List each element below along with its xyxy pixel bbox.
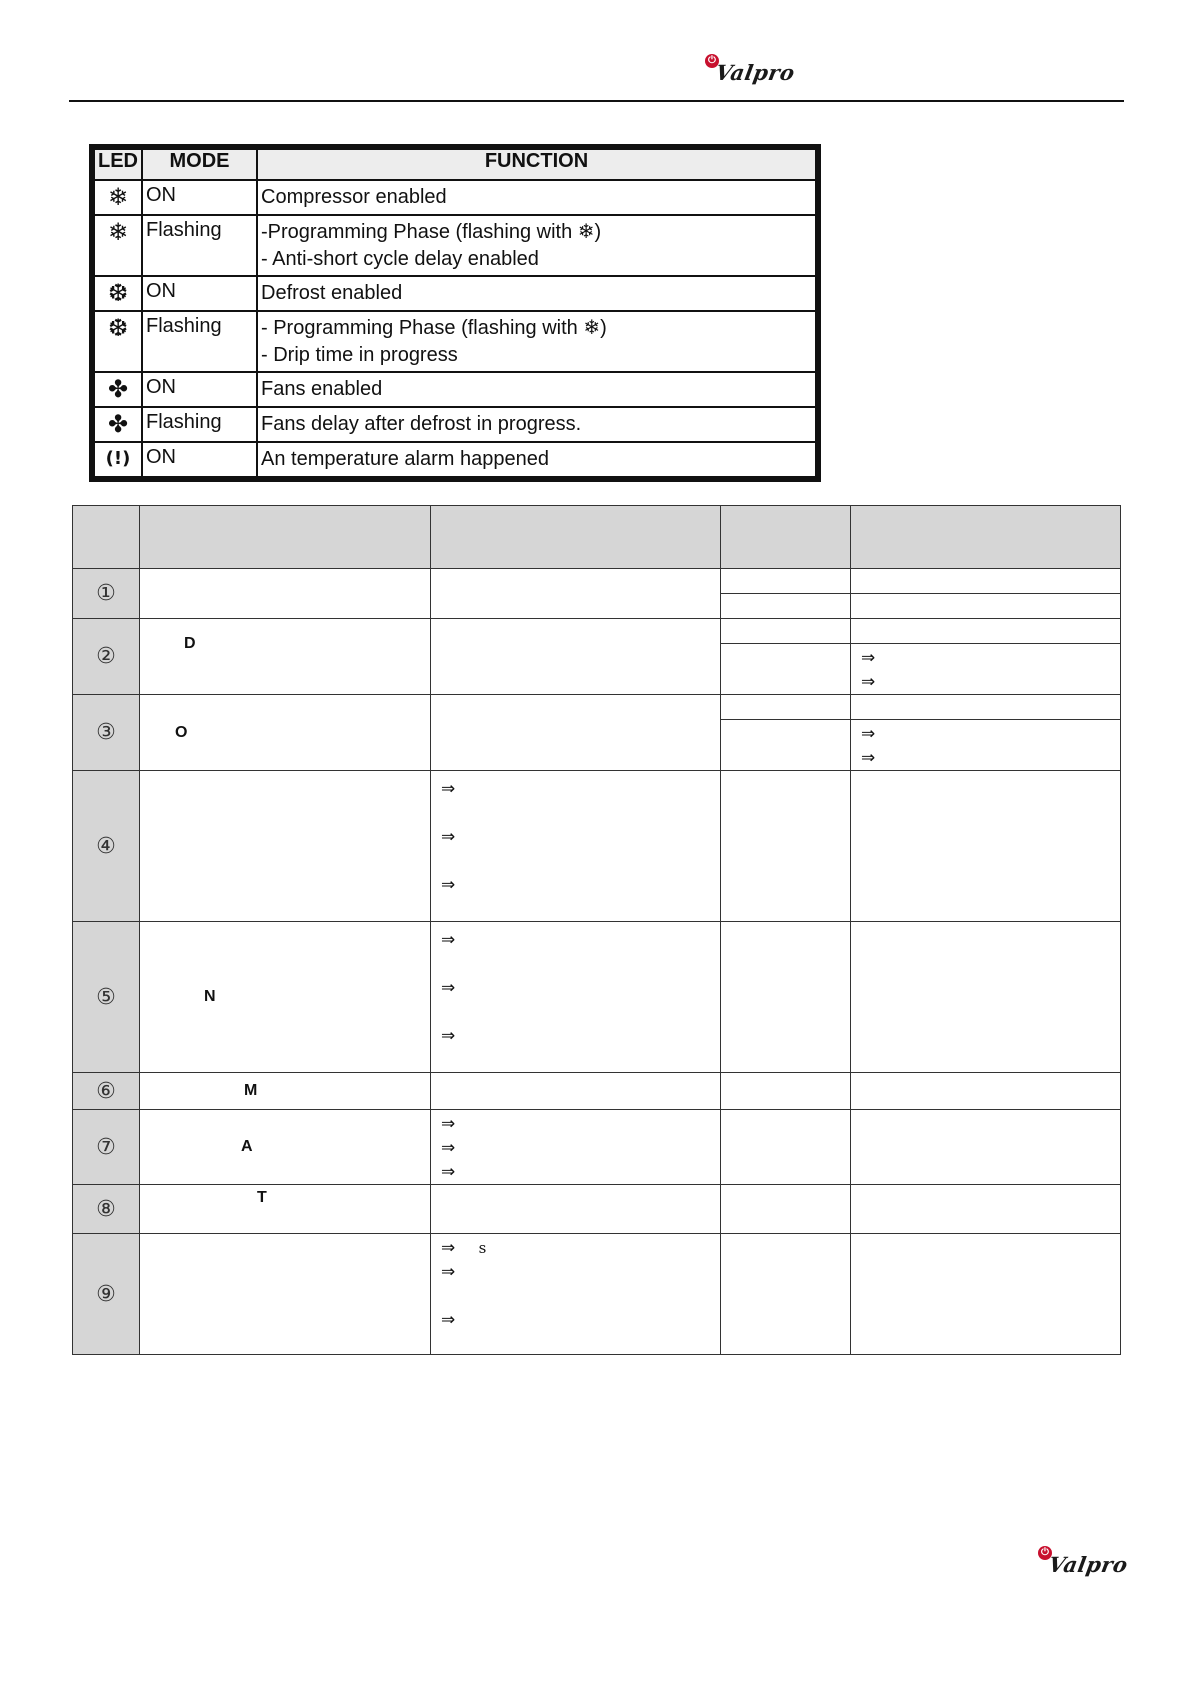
row-note [851,569,1121,594]
row-number: ② [73,619,140,695]
row-value [721,922,851,1073]
row-note [851,771,1121,922]
row-description [431,922,721,1073]
row-note [851,619,1121,644]
function-line: - Drip time in progress [261,344,458,366]
row-note [851,922,1121,1073]
function-line: Compressor enabled [261,186,447,208]
valpro-logo-footer [1038,1546,1128,1577]
arrow-icon: ⇒ [861,648,876,668]
arrow-icon: ⇒ [441,1238,456,1258]
function-line: -Programming Phase (flashing with ❄) [261,221,602,243]
table-row [73,619,1121,644]
row-name [140,1073,431,1110]
led-function [257,442,816,477]
row-value [721,1185,851,1234]
led-mode: Flashing [142,215,257,276]
row-name-label: N [204,988,216,1005]
function-line: Fans delay after defrost in progress. [261,413,582,435]
row-description [431,1073,721,1110]
arrow-icon: ⇒ [441,1162,456,1182]
row-name [140,1234,431,1355]
row-note [851,1073,1121,1110]
row-description [431,1110,721,1185]
row-note [851,1234,1121,1355]
row-name-label: D [184,635,196,652]
arrow-icon: ⇒ [441,1262,456,1282]
table-header-row [73,506,1121,569]
function-line: - Anti-short cycle delay enabled [261,248,539,270]
power-icon: ⏻ [1038,1546,1052,1560]
led-function [257,372,816,407]
row-name [140,569,431,619]
table-row [73,695,1121,720]
led-row [94,276,816,311]
row-number: ⑤ [73,922,140,1073]
row-value [721,771,851,922]
row-value [721,1073,851,1110]
led-mode: Flashing [142,311,257,372]
arrow-icon: ⇒ [861,724,876,744]
row-value [721,569,851,594]
row-name [140,695,431,771]
led-mode: ON [142,180,257,215]
led-function [257,215,816,276]
row-value [721,594,851,619]
header-cell [721,506,851,569]
row-description [431,569,721,619]
table-row [73,771,1121,922]
row-name-label: O [175,723,188,741]
arrow-icon: ⇒ [441,827,456,847]
row-name [140,1110,431,1185]
row-number: ⑦ [73,1110,140,1185]
arrow-icon: ⇒ [441,1026,456,1046]
led-function [257,276,816,311]
arrow-icon: ⇒ [441,978,456,998]
brand-wordmark: Valpro [713,60,797,85]
row-description [431,695,721,771]
row-number: ⑥ [73,1073,140,1110]
row-value [721,1110,851,1185]
row-note [851,695,1121,720]
table-row [73,1110,1121,1185]
row-note [851,644,1121,695]
row-note [851,594,1121,619]
led-mode: ON [142,276,257,311]
row-value [721,644,851,695]
row-number: ⑧ [73,1185,140,1234]
desc-fragment: s [478,1239,487,1257]
mode-column-header: MODE [142,149,257,180]
row-value [721,1234,851,1355]
row-description [431,771,721,922]
function-line: - Programming Phase (flashing with ❄) [261,317,607,339]
led-mode: ON [142,372,257,407]
led-row [94,372,816,407]
row-name [140,922,431,1073]
snowflake-icon: ❄ [94,180,142,215]
header-divider [69,100,1124,102]
row-name-label: A [241,1138,253,1155]
row-name [140,619,431,695]
row-name [140,1185,431,1234]
arrow-icon: ⇒ [441,875,456,895]
arrow-icon: ⇒ [441,779,456,799]
header-cell [851,506,1121,569]
led-row [94,442,816,477]
power-icon: ⏻ [705,54,719,68]
arrow-icon: ⇒ [441,1310,456,1330]
row-description [431,619,721,695]
brand-wordmark: Valpro [1046,1552,1130,1577]
led-column-header: LED [94,149,142,180]
function-line: An temperature alarm happened [261,448,549,470]
header-cell [431,506,721,569]
row-number: ③ [73,695,140,771]
led-function [257,311,816,372]
row-number: ⑨ [73,1234,140,1355]
row-name-label: M [244,1082,258,1099]
arrow-icon: ⇒ [441,1138,456,1158]
led-row [94,180,816,215]
parameter-table [72,505,1121,1355]
arrow-icon: ⇒ [441,1114,456,1134]
defrost-icon: ❆ [94,276,142,311]
arrow-line [441,1236,720,1260]
table-row [73,922,1121,1073]
led-row [94,407,816,442]
function-column-header: FUNCTION [257,149,816,180]
led-mode: ON [142,442,257,477]
valpro-logo [705,54,795,85]
row-note [851,1110,1121,1185]
header-cell [140,506,431,569]
arrow-icon: ⇒ [861,672,876,692]
led-table [89,144,821,482]
row-value [721,619,851,644]
alarm-icon: (!) [94,442,142,477]
led-function [257,407,816,442]
row-value [721,720,851,771]
defrost-icon: ❆ [94,311,142,372]
fan-icon: ✤ [94,372,142,407]
led-mode: Flashing [142,407,257,442]
arrow-icon: ⇒ [861,748,876,768]
led-row [94,311,816,372]
row-note [851,1185,1121,1234]
led-function [257,180,816,215]
row-description [431,1234,721,1355]
table-row [73,1234,1121,1355]
function-line: Fans enabled [261,378,383,400]
led-row [94,215,816,276]
fan-icon: ✤ [94,407,142,442]
row-name [140,771,431,922]
row-number: ① [73,569,140,619]
table-row [73,1073,1121,1110]
row-number: ④ [73,771,140,922]
table-row [73,569,1121,594]
function-line: Defrost enabled [261,282,403,304]
snowflake-icon: ❄ [94,215,142,276]
row-note [851,720,1121,771]
header-cell [73,506,140,569]
row-description [431,1185,721,1234]
table-row [73,1185,1121,1234]
row-value [721,695,851,720]
row-name-label: T [257,1189,267,1206]
arrow-icon: ⇒ [441,930,456,950]
